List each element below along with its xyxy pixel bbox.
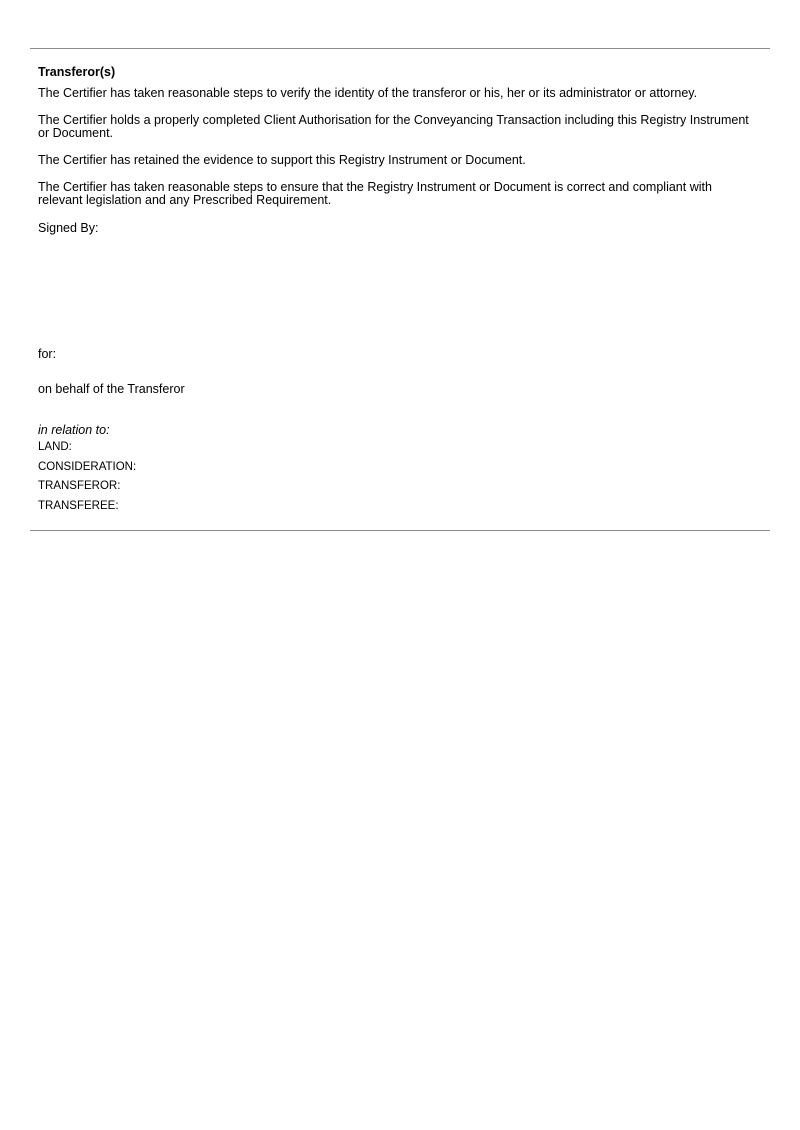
relation-title: in relation to: — [38, 423, 110, 437]
section-heading: Transferor(s) — [38, 65, 116, 79]
signed-by-label: Signed By: — [38, 221, 99, 235]
transferor-certification-section — [38, 64, 758, 235]
bottom-divider — [30, 530, 770, 531]
certification-paragraph-evidence: The Certifier has retained the evidence to support this Registry Instrument or Document. — [38, 153, 526, 167]
for-label: for: — [38, 347, 57, 361]
certification-paragraph-authorisation: The Certifier holds a properly completed Client Authorisation for the Conveyancing Transaction including this Registry Instrument or Document. — [38, 113, 749, 140]
relation-field-transferee: TRANSFEREE: — [38, 499, 119, 512]
relation-field-land: LAND: — [38, 441, 72, 453]
certification-paragraph-identity: The Certifier has taken reasonable steps to verify the identity of the transferor or his, her or its administrator or attorney. — [38, 86, 698, 100]
relation-field-transferor: TRANSFEROR: — [38, 480, 121, 492]
relation-field-consideration: CONSIDERATION: — [38, 460, 137, 473]
certification-paragraph-compliance: The Certifier has taken reasonable steps to ensure that the Registry Instrument or Document is correct and compliant with relevant legislation and any Prescribed Requirement. — [38, 180, 712, 207]
relation-block — [38, 423, 438, 519]
top-divider — [30, 48, 770, 49]
on-behalf-label: on behalf of the Transferor — [38, 382, 185, 396]
